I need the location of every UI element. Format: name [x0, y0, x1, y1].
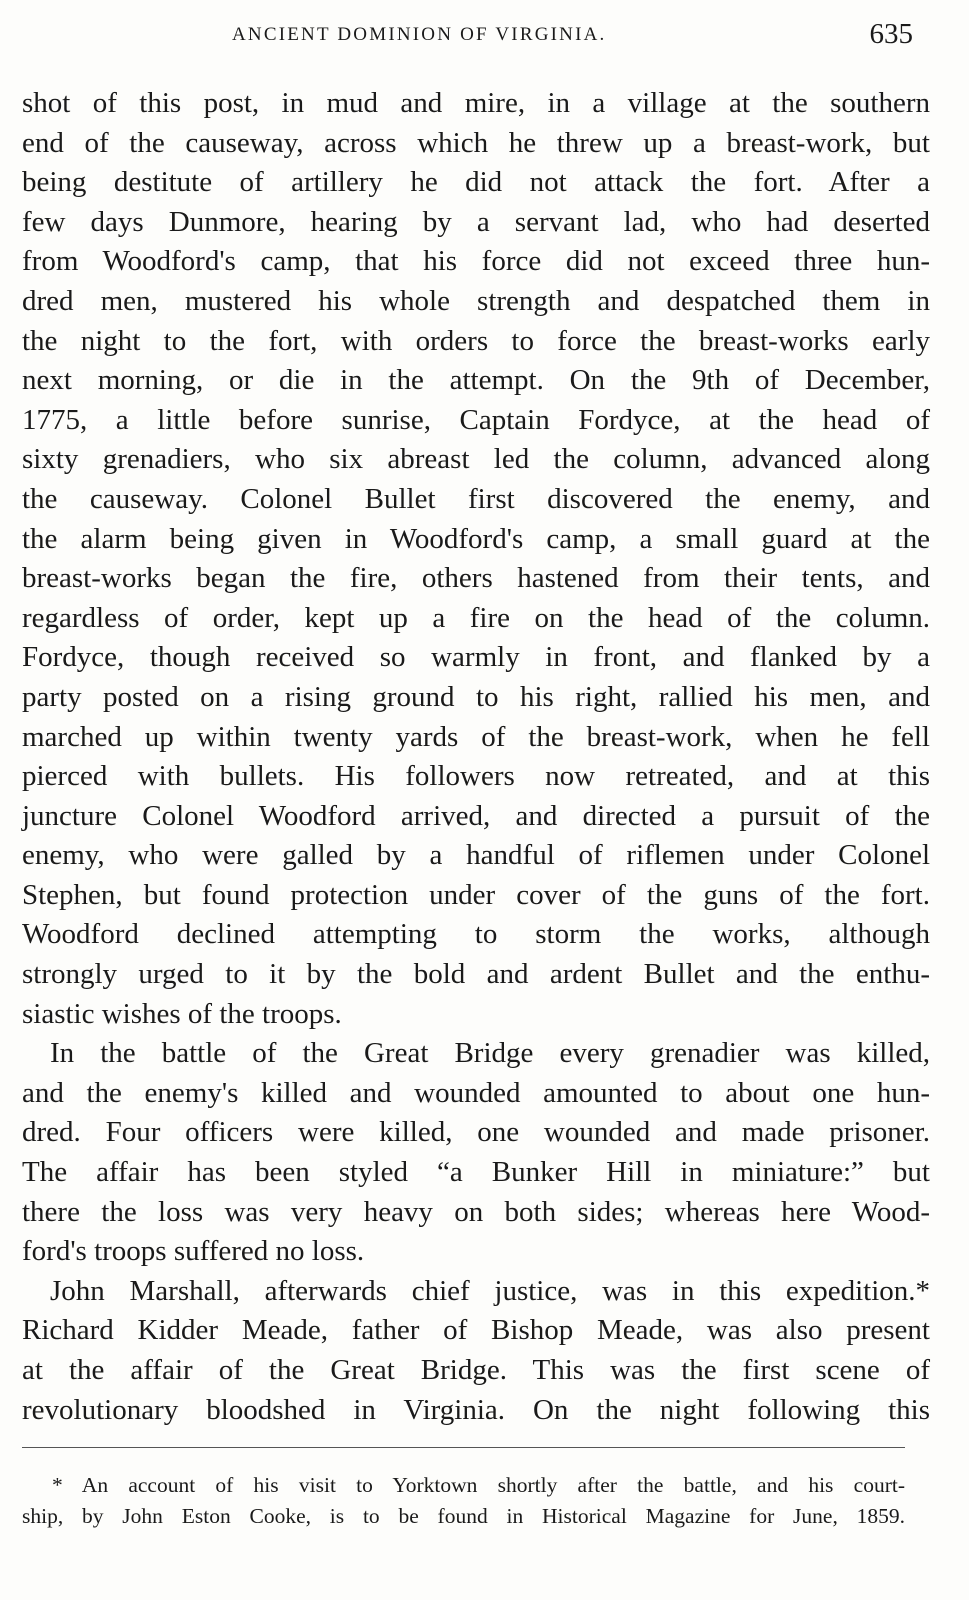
footnote-line: * An account of his visit to Yorktown shortly after the battle, and his court-: [52, 1473, 905, 1497]
text-line: being destitute of artillery he did not attack the fort. After a: [22, 166, 930, 199]
text-line: the alarm being given in Woodford's camp, a small guard at the: [22, 522, 930, 555]
running-head: [0, 18, 969, 58]
text-line: John Marshall, afterwards chief justice, was in this expedition.*: [50, 1274, 930, 1307]
text-line: enemy, who were galled by a handful of riflemen under Colonel: [22, 839, 930, 872]
text-line: Fordyce, though received so warmly in front, and flanked by a: [22, 641, 930, 674]
body-text: [22, 84, 930, 1430]
footnote-line: ship, by John Eston Cooke, is to be found in Historical Magazine for June, 1859.: [22, 1504, 905, 1528]
text-line: next morning, or die in the attempt. On the 9th of December,: [22, 364, 930, 397]
text-line: party posted on a rising ground to his right, rallied his men, and: [22, 680, 930, 713]
text-line: Richard Kidder Meade, father of Bishop Meade, was also present: [22, 1314, 930, 1347]
text-line: Woodford declined attempting to storm the works, although: [22, 918, 930, 951]
text-line: few days Dunmore, hearing by a servant lad, who had deserted: [22, 205, 930, 238]
text-line: marched up within twenty yards of the breast-work, when he fell: [22, 720, 930, 753]
footnote: [22, 1470, 905, 1532]
running-title: ANCIENT DOMINION OF VIRGINIA.: [232, 24, 607, 45]
text-line: sixty grenadiers, who six abreast led the column, advanced along: [22, 443, 930, 476]
text-line: end of the causeway, across which he threw up a breast-work, but: [22, 126, 930, 159]
text-line: The affair has been styled “a Bunker Hill in miniature:” but: [22, 1156, 930, 1189]
text-line: juncture Colonel Woodford arrived, and directed a pursuit of the: [22, 799, 930, 832]
text-line: there the loss was very heavy on both sides; whereas here Wood-: [22, 1195, 930, 1228]
text-line: breast-works began the fire, others hastened from their tents, and: [22, 562, 930, 595]
text-line: shot of this post, in mud and mire, in a village at the southern: [22, 87, 930, 119]
text-line: 1775, a little before sunrise, Captain Fordyce, at the head of: [22, 403, 930, 436]
text-line: the night to the fort, with orders to force the breast-works early: [22, 324, 930, 357]
text-line: from Woodford's camp, that his force did not exceed three hun-: [22, 245, 930, 278]
text-line: ford's troops suffered no loss.: [22, 1235, 365, 1268]
text-line: at the affair of the Great Bridge. This was the first scene of: [22, 1354, 930, 1386]
text-line: revolutionary bloodshed in Virginia. On the night following this: [22, 1393, 930, 1426]
text-line: In the battle of the Great Bridge every grenadier was killed,: [50, 1037, 930, 1070]
page-number: 635: [869, 18, 913, 50]
footnote-divider: [22, 1447, 905, 1448]
text-line: and the enemy's killed and wounded amounted to about one hun-: [22, 1076, 930, 1109]
text-line: the causeway. Colonel Bullet first discovered the enemy, and: [22, 482, 930, 515]
text-line: siastic wishes of the troops.: [22, 997, 342, 1030]
text-line: strongly urged to it by the bold and ardent Bullet and the enthu-: [22, 958, 930, 991]
text-line: Stephen, but found protection under cover of the guns of the fort.: [22, 878, 930, 911]
text-line: dred. Four officers were killed, one wounded and made prisoner.: [22, 1116, 930, 1149]
text-line: pierced with bullets. His followers now retreated, and at this: [22, 760, 930, 793]
text-line: regardless of order, kept up a fire on the head of the column.: [22, 601, 930, 634]
text-line: dred men, mustered his whole strength and despatched them in: [22, 284, 930, 317]
